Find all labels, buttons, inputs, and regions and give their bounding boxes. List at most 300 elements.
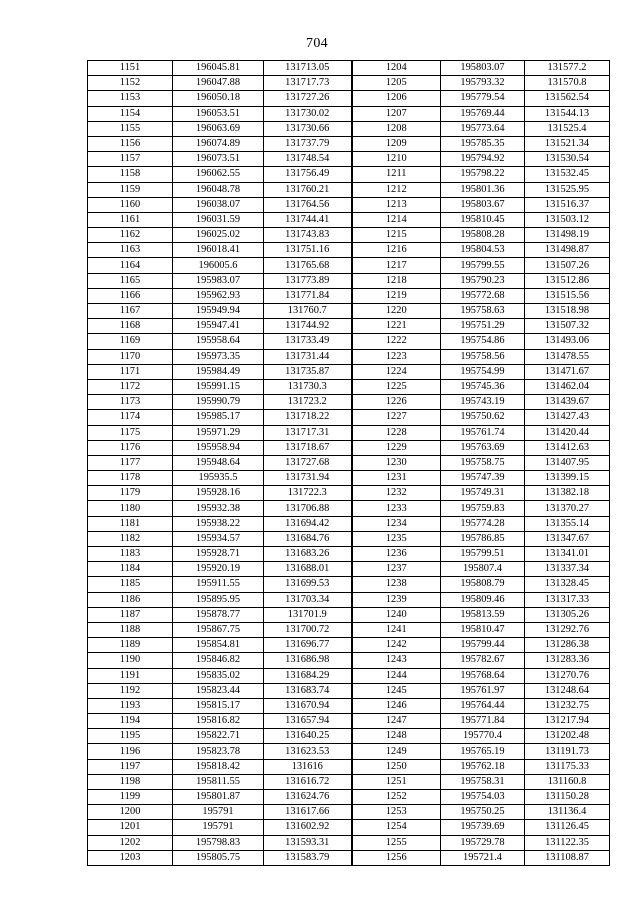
point-number-cell: 1214 [352, 212, 441, 227]
y-coordinate-cell: 131700.72 [264, 622, 352, 637]
point-number-cell: 1176 [88, 440, 173, 455]
point-number-cell: 1185 [88, 577, 173, 592]
point-number-cell: 1171 [88, 364, 173, 379]
point-number-cell: 1242 [352, 638, 441, 653]
x-coordinate-cell: 195754.03 [441, 790, 525, 805]
point-number-cell: 1197 [88, 759, 173, 774]
y-coordinate-cell: 131337.34 [525, 562, 610, 577]
point-number-cell: 1159 [88, 182, 173, 197]
point-number-cell: 1234 [352, 516, 441, 531]
x-coordinate-cell: 195818.42 [173, 759, 264, 774]
x-coordinate-cell: 195769.44 [441, 106, 525, 121]
x-coordinate-cell: 195803.07 [441, 61, 525, 76]
point-number-cell: 1179 [88, 486, 173, 501]
y-coordinate-cell: 131699.53 [264, 577, 352, 592]
x-coordinate-cell: 195750.62 [441, 410, 525, 425]
y-coordinate-cell: 131723.2 [264, 395, 352, 410]
x-coordinate-cell: 195761.74 [441, 425, 525, 440]
y-coordinate-cell: 131420.44 [525, 425, 610, 440]
x-coordinate-cell: 195958.94 [173, 440, 264, 455]
x-coordinate-cell: 195764.44 [441, 698, 525, 713]
x-coordinate-cell: 195971.29 [173, 425, 264, 440]
x-coordinate-cell: 195803.67 [441, 197, 525, 212]
table-row [88, 471, 610, 486]
x-coordinate-cell: 195938.22 [173, 516, 264, 531]
point-number-cell: 1186 [88, 592, 173, 607]
x-coordinate-cell: 195947.41 [173, 319, 264, 334]
point-number-cell: 1182 [88, 531, 173, 546]
x-coordinate-cell: 195754.99 [441, 364, 525, 379]
x-coordinate-cell: 195763.69 [441, 440, 525, 455]
point-number-cell: 1255 [352, 835, 441, 850]
point-number-cell: 1155 [88, 121, 173, 136]
y-coordinate-cell: 131760.7 [264, 304, 352, 319]
x-coordinate-cell: 195790.23 [441, 273, 525, 288]
y-coordinate-cell: 131765.68 [264, 258, 352, 273]
point-number-cell: 1217 [352, 258, 441, 273]
table-row [88, 425, 610, 440]
y-coordinate-cell: 131616.72 [264, 774, 352, 789]
point-number-cell: 1230 [352, 455, 441, 470]
x-coordinate-cell: 196018.41 [173, 243, 264, 258]
table-row [88, 516, 610, 531]
x-coordinate-cell: 195751.29 [441, 319, 525, 334]
y-coordinate-cell: 131703.34 [264, 592, 352, 607]
y-coordinate-cell: 131126.45 [525, 820, 610, 835]
point-number-cell: 1180 [88, 501, 173, 516]
y-coordinate-cell: 131407.95 [525, 455, 610, 470]
y-coordinate-cell: 131737.79 [264, 136, 352, 151]
y-coordinate-cell: 131544.13 [525, 106, 610, 121]
point-number-cell: 1163 [88, 243, 173, 258]
x-coordinate-cell: 196031.59 [173, 212, 264, 227]
table-row [88, 577, 610, 592]
table-row [88, 288, 610, 303]
y-coordinate-cell: 131412.63 [525, 440, 610, 455]
table-row [88, 547, 610, 562]
table-row [88, 774, 610, 789]
table-row [88, 531, 610, 546]
x-coordinate-cell: 195823.44 [173, 683, 264, 698]
y-coordinate-cell: 131370.27 [525, 501, 610, 516]
x-coordinate-cell: 195770.4 [441, 729, 525, 744]
y-coordinate-cell: 131283.36 [525, 653, 610, 668]
table-row [88, 243, 610, 258]
point-number-cell: 1210 [352, 152, 441, 167]
y-coordinate-cell: 131570.8 [525, 76, 610, 91]
y-coordinate-cell: 131744.92 [264, 319, 352, 334]
x-coordinate-cell: 195822.71 [173, 729, 264, 744]
table-row [88, 486, 610, 501]
point-number-cell: 1213 [352, 197, 441, 212]
table-row [88, 835, 610, 850]
y-coordinate-cell: 131771.84 [264, 288, 352, 303]
x-coordinate-cell: 195759.83 [441, 501, 525, 516]
y-coordinate-cell: 131191.73 [525, 744, 610, 759]
x-coordinate-cell: 195771.84 [441, 714, 525, 729]
x-coordinate-cell: 195809.46 [441, 592, 525, 607]
y-coordinate-cell: 131493.06 [525, 334, 610, 349]
x-coordinate-cell: 195799.44 [441, 638, 525, 653]
y-coordinate-cell: 131751.16 [264, 243, 352, 258]
y-coordinate-cell: 131727.68 [264, 455, 352, 470]
y-coordinate-cell: 131521.34 [525, 136, 610, 151]
x-coordinate-cell: 195823.78 [173, 744, 264, 759]
y-coordinate-cell: 131623.53 [264, 744, 352, 759]
x-coordinate-cell: 195786.85 [441, 531, 525, 546]
x-coordinate-cell: 195984.49 [173, 364, 264, 379]
y-coordinate-cell: 131577.2 [525, 61, 610, 76]
y-coordinate-cell: 131532.45 [525, 167, 610, 182]
point-number-cell: 1252 [352, 790, 441, 805]
table-row [88, 136, 610, 151]
x-coordinate-cell: 195815.17 [173, 698, 264, 713]
point-number-cell: 1189 [88, 638, 173, 653]
table-row [88, 395, 610, 410]
y-coordinate-cell: 131731.44 [264, 349, 352, 364]
point-number-cell: 1196 [88, 744, 173, 759]
coordinates-table [87, 60, 610, 866]
y-coordinate-cell: 131688.01 [264, 562, 352, 577]
point-number-cell: 1233 [352, 501, 441, 516]
y-coordinate-cell: 131478.55 [525, 349, 610, 364]
table-row [88, 258, 610, 273]
point-number-cell: 1164 [88, 258, 173, 273]
x-coordinate-cell: 195773.64 [441, 121, 525, 136]
x-coordinate-cell: 195799.51 [441, 547, 525, 562]
y-coordinate-cell: 131328.45 [525, 577, 610, 592]
x-coordinate-cell: 195782.67 [441, 653, 525, 668]
point-number-cell: 1181 [88, 516, 173, 531]
point-number-cell: 1191 [88, 668, 173, 683]
x-coordinate-cell: 195854.81 [173, 638, 264, 653]
x-coordinate-cell: 195758.56 [441, 349, 525, 364]
point-number-cell: 1250 [352, 759, 441, 774]
x-coordinate-cell: 195808.79 [441, 577, 525, 592]
table-row [88, 152, 610, 167]
x-coordinate-cell: 195762.18 [441, 759, 525, 774]
point-number-cell: 1247 [352, 714, 441, 729]
x-coordinate-cell: 195798.22 [441, 167, 525, 182]
x-coordinate-cell: 195743.19 [441, 395, 525, 410]
x-coordinate-cell: 195774.28 [441, 516, 525, 531]
y-coordinate-cell: 131232.75 [525, 698, 610, 713]
x-coordinate-cell: 195810.45 [441, 212, 525, 227]
y-coordinate-cell: 131382.18 [525, 486, 610, 501]
y-coordinate-cell: 131498.87 [525, 243, 610, 258]
x-coordinate-cell: 195745.36 [441, 379, 525, 394]
x-coordinate-cell: 195768.64 [441, 668, 525, 683]
y-coordinate-cell: 131317.33 [525, 592, 610, 607]
x-coordinate-cell: 195765.19 [441, 744, 525, 759]
y-coordinate-cell: 131684.29 [264, 668, 352, 683]
x-coordinate-cell: 195911.55 [173, 577, 264, 592]
point-number-cell: 1183 [88, 547, 173, 562]
x-coordinate-cell: 195739.69 [441, 820, 525, 835]
y-coordinate-cell: 131175.33 [525, 759, 610, 774]
point-number-cell: 1175 [88, 425, 173, 440]
point-number-cell: 1238 [352, 577, 441, 592]
table-row [88, 638, 610, 653]
x-coordinate-cell: 195991.15 [173, 379, 264, 394]
point-number-cell: 1160 [88, 197, 173, 212]
table-row [88, 228, 610, 243]
x-coordinate-cell: 195928.16 [173, 486, 264, 501]
table-row [88, 440, 610, 455]
table-row [88, 805, 610, 820]
point-number-cell: 1253 [352, 805, 441, 820]
point-number-cell: 1200 [88, 805, 173, 820]
point-number-cell: 1170 [88, 349, 173, 364]
table-row [88, 61, 610, 76]
point-number-cell: 1222 [352, 334, 441, 349]
y-coordinate-cell: 131713.05 [264, 61, 352, 76]
point-number-cell: 1240 [352, 607, 441, 622]
table-row [88, 790, 610, 805]
table-row [88, 622, 610, 637]
table-row [88, 182, 610, 197]
x-coordinate-cell: 195816.82 [173, 714, 264, 729]
point-number-cell: 1158 [88, 167, 173, 182]
x-coordinate-cell: 195932.38 [173, 501, 264, 516]
point-number-cell: 1225 [352, 379, 441, 394]
y-coordinate-cell: 131744.41 [264, 212, 352, 227]
y-coordinate-cell: 131764.56 [264, 197, 352, 212]
point-number-cell: 1167 [88, 304, 173, 319]
x-coordinate-cell: 195758.31 [441, 774, 525, 789]
table-row [88, 455, 610, 470]
point-number-cell: 1209 [352, 136, 441, 151]
point-number-cell: 1215 [352, 228, 441, 243]
x-coordinate-cell: 195804.53 [441, 243, 525, 258]
x-coordinate-cell: 195754.86 [441, 334, 525, 349]
x-coordinate-cell: 195772.68 [441, 288, 525, 303]
x-coordinate-cell: 195811.55 [173, 774, 264, 789]
x-coordinate-cell: 195779.54 [441, 91, 525, 106]
y-coordinate-cell: 131270.76 [525, 668, 610, 683]
y-coordinate-cell: 131670.94 [264, 698, 352, 713]
table-row [88, 410, 610, 425]
x-coordinate-cell: 195798.83 [173, 835, 264, 850]
x-coordinate-cell: 195758.63 [441, 304, 525, 319]
y-coordinate-cell: 131347.67 [525, 531, 610, 546]
point-number-cell: 1166 [88, 288, 173, 303]
x-coordinate-cell: 195990.79 [173, 395, 264, 410]
x-coordinate-cell: 195807.4 [441, 562, 525, 577]
x-coordinate-cell: 195761.97 [441, 683, 525, 698]
point-number-cell: 1157 [88, 152, 173, 167]
point-number-cell: 1188 [88, 622, 173, 637]
point-number-cell: 1216 [352, 243, 441, 258]
y-coordinate-cell: 131160.8 [525, 774, 610, 789]
table-row [88, 714, 610, 729]
y-coordinate-cell: 131683.26 [264, 547, 352, 562]
x-coordinate-cell: 195799.55 [441, 258, 525, 273]
table-row [88, 121, 610, 136]
point-number-cell: 1206 [352, 91, 441, 106]
y-coordinate-cell: 131657.94 [264, 714, 352, 729]
table-row [88, 91, 610, 106]
point-number-cell: 1178 [88, 471, 173, 486]
y-coordinate-cell: 131617.66 [264, 805, 352, 820]
point-number-cell: 1169 [88, 334, 173, 349]
point-number-cell: 1204 [352, 61, 441, 76]
table-row [88, 364, 610, 379]
x-coordinate-cell: 196025.02 [173, 228, 264, 243]
y-coordinate-cell: 131305.26 [525, 607, 610, 622]
x-coordinate-cell: 195808.28 [441, 228, 525, 243]
point-number-cell: 1201 [88, 820, 173, 835]
point-number-cell: 1153 [88, 91, 173, 106]
table-row [88, 683, 610, 698]
point-number-cell: 1193 [88, 698, 173, 713]
table-row [88, 212, 610, 227]
table-row [88, 197, 610, 212]
y-coordinate-cell: 131108.87 [525, 850, 610, 865]
x-coordinate-cell: 195801.87 [173, 790, 264, 805]
point-number-cell: 1254 [352, 820, 441, 835]
page-number: 704 [306, 36, 328, 51]
coordinates-table-body [88, 61, 610, 866]
table-row [88, 668, 610, 683]
y-coordinate-cell: 131718.67 [264, 440, 352, 455]
y-coordinate-cell: 131530.54 [525, 152, 610, 167]
y-coordinate-cell: 131507.26 [525, 258, 610, 273]
y-coordinate-cell: 131503.12 [525, 212, 610, 227]
point-number-cell: 1248 [352, 729, 441, 744]
point-number-cell: 1195 [88, 729, 173, 744]
y-coordinate-cell: 131518.98 [525, 304, 610, 319]
point-number-cell: 1199 [88, 790, 173, 805]
x-coordinate-cell: 196005.6 [173, 258, 264, 273]
y-coordinate-cell: 131217.94 [525, 714, 610, 729]
table-row [88, 76, 610, 91]
y-coordinate-cell: 131439.67 [525, 395, 610, 410]
y-coordinate-cell: 131136.4 [525, 805, 610, 820]
y-coordinate-cell: 131731.94 [264, 471, 352, 486]
y-coordinate-cell: 131562.54 [525, 91, 610, 106]
point-number-cell: 1245 [352, 683, 441, 698]
point-number-cell: 1251 [352, 774, 441, 789]
point-number-cell: 1194 [88, 714, 173, 729]
point-number-cell: 1235 [352, 531, 441, 546]
point-number-cell: 1224 [352, 364, 441, 379]
point-number-cell: 1226 [352, 395, 441, 410]
y-coordinate-cell: 131686.98 [264, 653, 352, 668]
x-coordinate-cell: 196053.51 [173, 106, 264, 121]
x-coordinate-cell: 195791 [173, 805, 264, 820]
point-number-cell: 1192 [88, 683, 173, 698]
y-coordinate-cell: 131583.79 [264, 850, 352, 865]
x-coordinate-cell: 195867.75 [173, 622, 264, 637]
point-number-cell: 1239 [352, 592, 441, 607]
point-number-cell: 1165 [88, 273, 173, 288]
y-coordinate-cell: 131743.83 [264, 228, 352, 243]
point-number-cell: 1227 [352, 410, 441, 425]
table-row [88, 304, 610, 319]
point-number-cell: 1151 [88, 61, 173, 76]
point-number-cell: 1211 [352, 167, 441, 182]
table-row [88, 319, 610, 334]
table-row [88, 850, 610, 865]
point-number-cell: 1221 [352, 319, 441, 334]
y-coordinate-cell: 131730.02 [264, 106, 352, 121]
y-coordinate-cell: 131706.88 [264, 501, 352, 516]
y-coordinate-cell: 131718.22 [264, 410, 352, 425]
table-row [88, 501, 610, 516]
x-coordinate-cell: 195810.47 [441, 622, 525, 637]
y-coordinate-cell: 131355.14 [525, 516, 610, 531]
y-coordinate-cell: 131694.42 [264, 516, 352, 531]
x-coordinate-cell: 195985.17 [173, 410, 264, 425]
y-coordinate-cell: 131640.25 [264, 729, 352, 744]
table-row [88, 349, 610, 364]
table-row [88, 820, 610, 835]
y-coordinate-cell: 131730.3 [264, 379, 352, 394]
y-coordinate-cell: 131427.43 [525, 410, 610, 425]
y-coordinate-cell: 131202.48 [525, 729, 610, 744]
y-coordinate-cell: 131727.26 [264, 91, 352, 106]
y-coordinate-cell: 131462.04 [525, 379, 610, 394]
y-coordinate-cell: 131399.15 [525, 471, 610, 486]
x-coordinate-cell: 195949.94 [173, 304, 264, 319]
x-coordinate-cell: 196062.55 [173, 167, 264, 182]
y-coordinate-cell: 131593.31 [264, 835, 352, 850]
x-coordinate-cell: 195846.82 [173, 653, 264, 668]
y-coordinate-cell: 131516.37 [525, 197, 610, 212]
x-coordinate-cell: 195813.59 [441, 607, 525, 622]
x-coordinate-cell: 195948.64 [173, 455, 264, 470]
y-coordinate-cell: 131760.21 [264, 182, 352, 197]
point-number-cell: 1256 [352, 850, 441, 865]
y-coordinate-cell: 131717.31 [264, 425, 352, 440]
point-number-cell: 1152 [88, 76, 173, 91]
y-coordinate-cell: 131735.87 [264, 364, 352, 379]
point-number-cell: 1162 [88, 228, 173, 243]
y-coordinate-cell: 131733.49 [264, 334, 352, 349]
y-coordinate-cell: 131341.01 [525, 547, 610, 562]
x-coordinate-cell: 195750.25 [441, 805, 525, 820]
point-number-cell: 1172 [88, 379, 173, 394]
y-coordinate-cell: 131248.64 [525, 683, 610, 698]
x-coordinate-cell: 195935.5 [173, 471, 264, 486]
point-number-cell: 1174 [88, 410, 173, 425]
x-coordinate-cell: 195758.75 [441, 455, 525, 470]
point-number-cell: 1249 [352, 744, 441, 759]
x-coordinate-cell: 196073.51 [173, 152, 264, 167]
y-coordinate-cell: 131602.92 [264, 820, 352, 835]
x-coordinate-cell: 195747.39 [441, 471, 525, 486]
y-coordinate-cell: 131717.73 [264, 76, 352, 91]
y-coordinate-cell: 131471.67 [525, 364, 610, 379]
x-coordinate-cell: 195878.77 [173, 607, 264, 622]
point-number-cell: 1154 [88, 106, 173, 121]
point-number-cell: 1203 [88, 850, 173, 865]
y-coordinate-cell: 131748.54 [264, 152, 352, 167]
point-number-cell: 1177 [88, 455, 173, 470]
y-coordinate-cell: 131525.95 [525, 182, 610, 197]
point-number-cell: 1246 [352, 698, 441, 713]
x-coordinate-cell: 195928.71 [173, 547, 264, 562]
x-coordinate-cell: 195983.07 [173, 273, 264, 288]
y-coordinate-cell: 131150.28 [525, 790, 610, 805]
y-coordinate-cell: 131512.86 [525, 273, 610, 288]
table-row [88, 607, 610, 622]
table-row [88, 592, 610, 607]
x-coordinate-cell: 195785.35 [441, 136, 525, 151]
y-coordinate-cell: 131683.74 [264, 683, 352, 698]
y-coordinate-cell: 131722.3 [264, 486, 352, 501]
